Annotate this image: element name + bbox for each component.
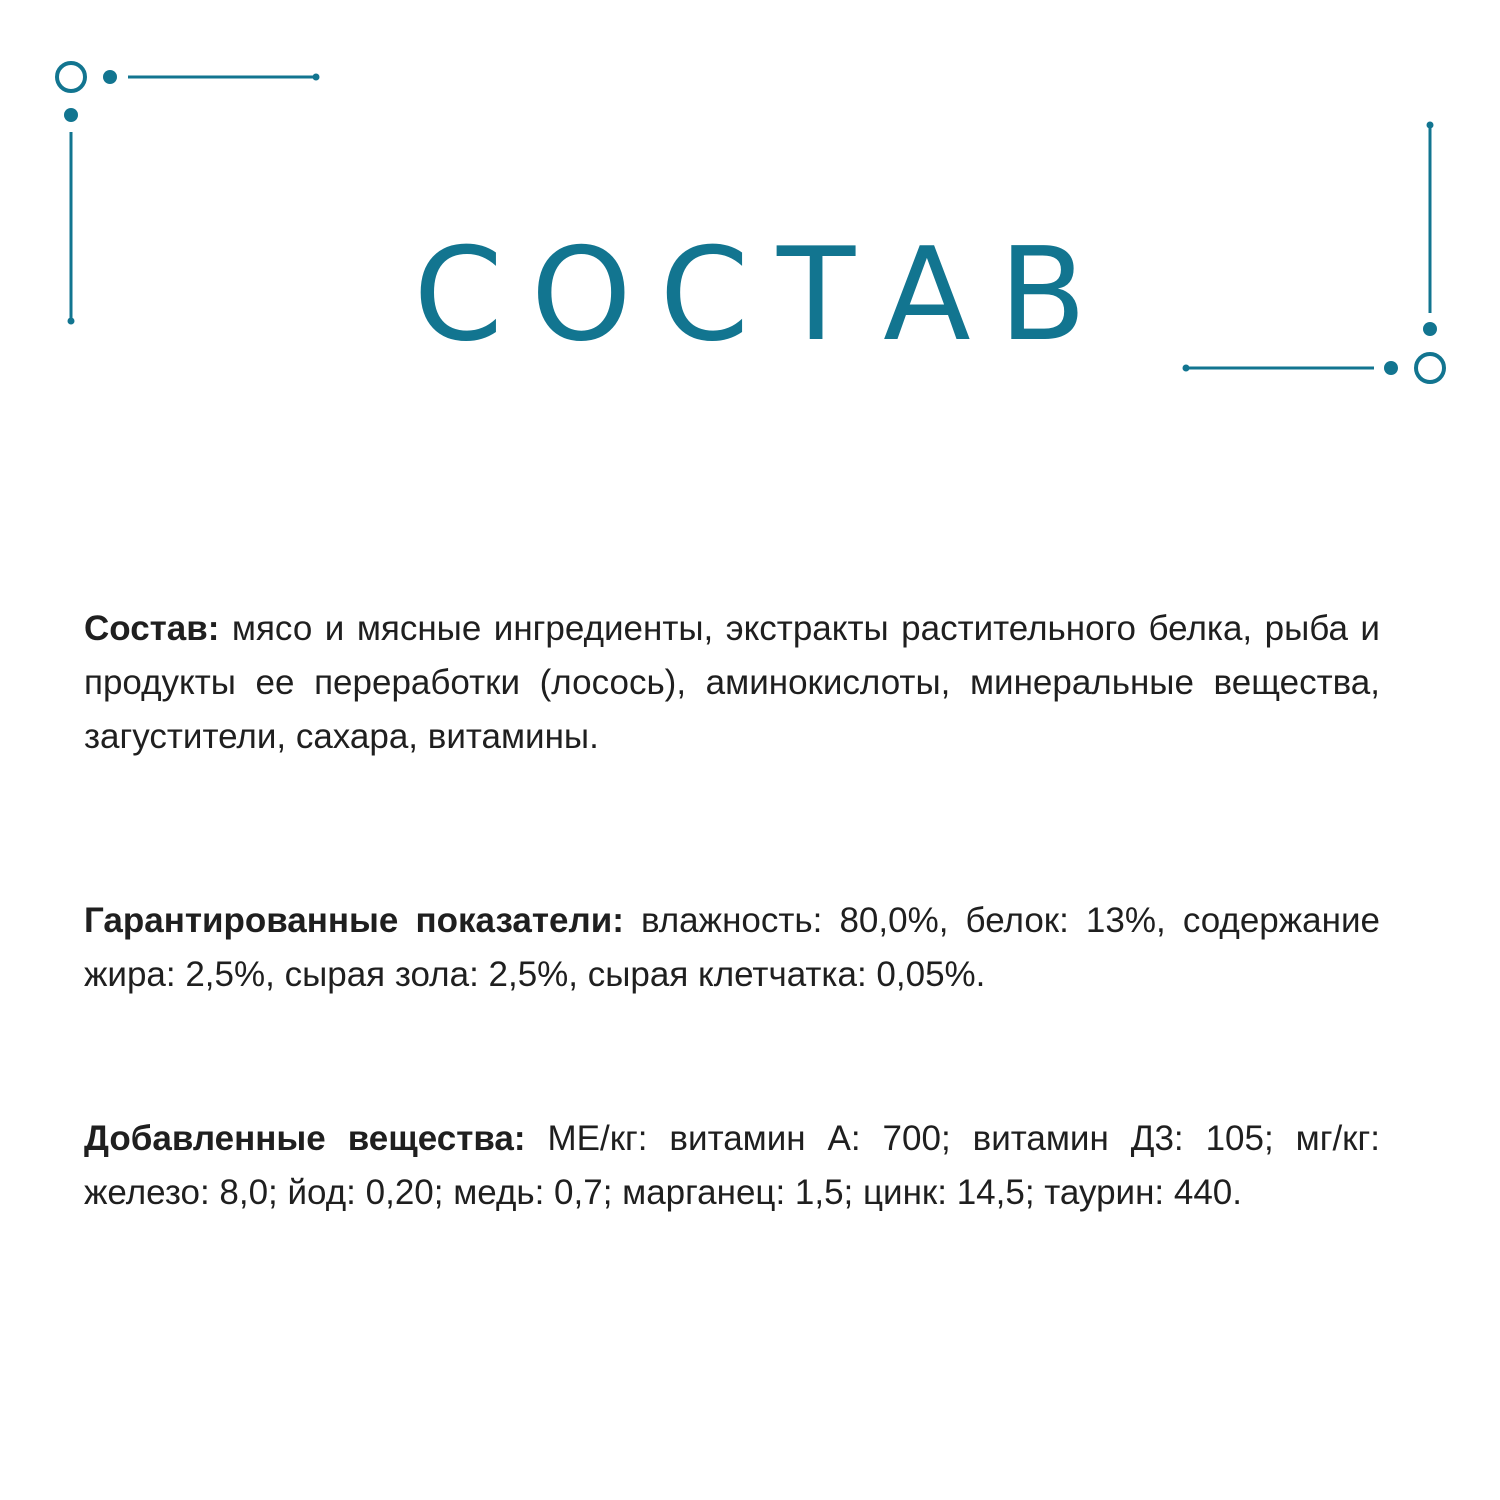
page-title: СОСТАВ — [413, 220, 1115, 370]
guaranteed-analysis-label: Гарантированные показатели: — [84, 901, 624, 940]
additives-text: МЕ/кг: витамин А: 700; витамин Д3: 105; мг/кг: железо: 8,0; йод: 0,20; медь: 0,7; марганец: 1,5; цинк: 14,5; таурин: 440. — [84, 1119, 1380, 1212]
composition-label: Состав: — [84, 609, 220, 648]
line-end-dot — [313, 74, 320, 81]
dot-icon — [64, 108, 78, 122]
additives-paragraph — [84, 1112, 1380, 1220]
line-end-dot — [1427, 122, 1434, 129]
hollow-circle-icon — [57, 63, 85, 91]
composition-paragraph — [84, 602, 1380, 764]
composition-text: мясо и мясные ингредиенты, экстракты растительного белка, рыба и продукты ее переработки (лосось), аминокислоты, минеральные вещества, загустители, сахара, витамины. — [84, 609, 1380, 756]
guaranteed-analysis-text: влажность: 80,0%, белок: 13%, содержание жира: 2,5%, сырая зола: 2,5%, сырая клетчатка: 0,05%. — [84, 901, 1380, 994]
dot-icon — [103, 70, 117, 84]
guaranteed-analysis-paragraph — [84, 894, 1380, 1002]
additives-label: Добавленные вещества: — [84, 1119, 526, 1158]
